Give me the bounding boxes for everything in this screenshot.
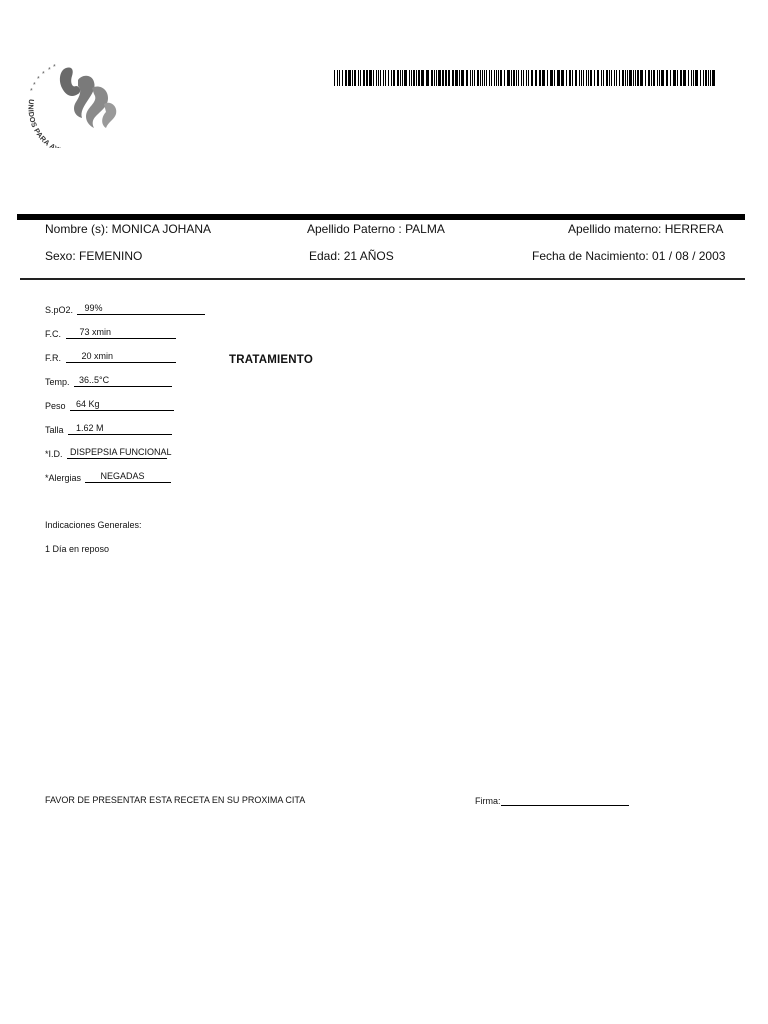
- vital-row-fc: [45, 327, 176, 339]
- barcode-bar: [710, 70, 711, 86]
- barcode-bar: [334, 70, 335, 86]
- header-top-rule: [17, 214, 745, 220]
- barcode-bar: [354, 70, 356, 86]
- barcode: [334, 70, 718, 86]
- barcode-bar: [666, 70, 668, 86]
- barcode-bar: [388, 70, 389, 86]
- barcode-bar: [561, 70, 564, 86]
- barcode-bar: [337, 70, 338, 86]
- vital-value: 64 Kg: [76, 399, 100, 409]
- barcode-bar: [581, 70, 582, 86]
- firma-block: [475, 795, 629, 806]
- barcode-bar: [539, 70, 541, 86]
- barcode-bar: [436, 70, 437, 86]
- barcode-bar: [637, 70, 639, 86]
- barcode-bar: [661, 70, 664, 86]
- vital-label: S.pO2.: [45, 305, 74, 315]
- barcode-bar: [416, 70, 417, 86]
- barcode-bar: [569, 70, 571, 86]
- patient-edad: Edad: 21 AÑOS: [309, 249, 394, 263]
- barcode-bar: [708, 70, 709, 86]
- barcode-bar: [426, 70, 429, 86]
- barcode-bar: [504, 70, 505, 86]
- barcode-bar: [705, 70, 707, 86]
- vital-row-temp: [45, 375, 172, 387]
- barcode-bar: [557, 70, 560, 86]
- barcode-bar: [477, 70, 479, 86]
- barcode-bar: [470, 70, 471, 86]
- barcode-bar: [482, 70, 483, 86]
- indicaciones-item: 1 Día en reposo: [45, 544, 110, 554]
- barcode-bar: [404, 70, 407, 86]
- barcode-bar: [380, 70, 381, 86]
- vital-row-fr: [45, 351, 176, 363]
- vital-label: F.R.: [45, 353, 62, 363]
- barcode-bar: [480, 70, 481, 86]
- vital-label: *Alergias: [45, 473, 82, 483]
- barcode-bar: [550, 70, 553, 86]
- patient-sexo: Sexo: FEMENINO: [45, 249, 143, 263]
- vital-field: [68, 423, 172, 435]
- logo-emblem-icon: [22, 58, 132, 148]
- barcode-bar: [438, 70, 441, 86]
- barcode-bar: [594, 70, 595, 86]
- clinic-logo: [22, 58, 132, 148]
- barcode-bar: [597, 70, 599, 86]
- barcode-bar: [486, 70, 487, 86]
- firma-label: Firma:: [475, 796, 501, 806]
- vital-field: [66, 351, 176, 363]
- barcode-bar: [383, 70, 384, 86]
- barcode-bar: [393, 70, 395, 86]
- barcode-bar: [511, 70, 512, 86]
- barcode-bar: [566, 70, 567, 86]
- barcode-bar: [491, 70, 492, 86]
- barcode-bar: [603, 70, 604, 86]
- vital-row-alergias: [45, 471, 171, 483]
- vital-value: 20 xmin: [81, 351, 114, 361]
- barcode-bar: [590, 70, 592, 86]
- barcode-bar: [695, 70, 698, 86]
- barcode-bar: [366, 70, 368, 86]
- barcode-bar: [448, 70, 450, 86]
- barcode-bar: [622, 70, 624, 86]
- barcode-bar: [455, 70, 458, 86]
- barcode-bar: [363, 70, 365, 86]
- barcode-bar: [693, 70, 694, 86]
- barcode-bar: [445, 70, 447, 86]
- barcode-bar: [677, 70, 678, 86]
- barcode-bar: [489, 70, 490, 86]
- barcode-bar: [531, 70, 533, 86]
- svg-text:*: *: [33, 82, 36, 89]
- barcode-bar: [474, 70, 475, 86]
- patient-apellido-paterno: Apellido Paterno : PALMA: [307, 222, 445, 236]
- barcode-bar: [376, 70, 377, 86]
- barcode-bar: [413, 70, 415, 86]
- barcode-bar: [683, 70, 686, 86]
- barcode-bar: [369, 70, 372, 86]
- firma-signature-line: [501, 795, 629, 806]
- barcode-bar: [378, 70, 379, 86]
- vital-label: Peso: [45, 401, 66, 411]
- barcode-bar: [402, 70, 403, 86]
- barcode-bar: [521, 70, 522, 86]
- barcode-bar: [500, 70, 502, 86]
- barcode-bar: [633, 70, 634, 86]
- barcode-bar: [619, 70, 620, 86]
- indicaciones-title: Indicaciones Generales:: [45, 520, 142, 530]
- svg-text:*: *: [53, 64, 56, 71]
- vital-field: [74, 375, 172, 387]
- barcode-bar: [373, 70, 374, 86]
- barcode-bar: [648, 70, 650, 86]
- barcode-bar: [579, 70, 580, 86]
- barcode-bar: [611, 70, 612, 86]
- vital-value: NEGADAS: [100, 471, 145, 481]
- vital-label: F.C.: [45, 329, 62, 339]
- svg-text:*: *: [48, 67, 51, 74]
- barcode-bar: [680, 70, 682, 86]
- barcode-bar: [518, 70, 519, 86]
- barcode-bar: [516, 70, 517, 86]
- footer-note: FAVOR DE PRESENTAR ESTA RECETA EN SU PROXIMA CITA: [45, 795, 306, 805]
- barcode-bar: [712, 70, 715, 86]
- vital-field: [77, 303, 205, 315]
- svg-text:*: *: [37, 76, 40, 83]
- barcode-bar: [627, 70, 628, 86]
- barcode-bar: [575, 70, 577, 86]
- barcode-bar: [434, 70, 435, 86]
- vital-field: [85, 471, 171, 483]
- barcode-bar: [688, 70, 689, 86]
- barcode-bar: [385, 70, 386, 86]
- svg-text:*: *: [42, 71, 45, 78]
- vital-row-talla: [45, 423, 172, 435]
- barcode-bar: [397, 70, 399, 86]
- barcode-bar: [484, 70, 485, 86]
- barcode-bar: [459, 70, 460, 86]
- barcode-bar: [360, 70, 361, 86]
- tratamiento-heading: TRATAMIENTO: [229, 354, 313, 366]
- barcode-bar: [431, 70, 433, 86]
- barcode-bar: [513, 70, 515, 86]
- vital-row-peso: [45, 399, 174, 411]
- vital-label: Temp.: [45, 377, 70, 387]
- header-bottom-rule: [20, 278, 745, 280]
- barcode-bar: [583, 70, 584, 86]
- barcode-bar: [421, 70, 424, 86]
- barcode-bar: [461, 70, 464, 86]
- barcode-bar: [640, 70, 643, 86]
- barcode-bar: [496, 70, 497, 86]
- barcode-bar: [588, 70, 589, 86]
- barcode-bar: [466, 70, 468, 86]
- vital-value: 36..5°C: [79, 375, 110, 385]
- barcode-bar: [614, 70, 615, 86]
- barcode-bar: [629, 70, 632, 86]
- barcode-bar: [673, 70, 676, 86]
- vital-value: DISPEPSIA FUNCIONAL: [70, 447, 172, 457]
- barcode-bar: [472, 70, 473, 86]
- barcode-bar: [586, 70, 587, 86]
- barcode-bar: [670, 70, 671, 86]
- barcode-bar: [554, 70, 555, 86]
- vital-row-spo2: [45, 303, 205, 315]
- patient-apellido-materno: Apellido materno: HERRERA: [568, 222, 724, 236]
- barcode-bar: [452, 70, 454, 86]
- barcode-bar: [523, 70, 524, 86]
- vital-label: *I.D.: [45, 449, 63, 459]
- barcode-bar: [703, 70, 704, 86]
- barcode-bar: [498, 70, 499, 86]
- barcode-bar: [601, 70, 602, 86]
- barcode-bar: [528, 70, 529, 86]
- barcode-bar: [645, 70, 646, 86]
- barcode-bar: [547, 70, 548, 86]
- barcode-bar: [494, 70, 495, 86]
- patient-nombre: Nombre (s): MONICA JOHANA: [45, 222, 212, 236]
- barcode-bar: [339, 70, 340, 86]
- barcode-bar: [659, 70, 660, 86]
- barcode-bar: [352, 70, 353, 86]
- barcode-bar: [526, 70, 527, 86]
- vital-field: [67, 447, 172, 459]
- svg-text:*: *: [30, 88, 33, 95]
- barcode-bar: [442, 70, 444, 86]
- barcode-bar: [348, 70, 351, 86]
- barcode-bar: [409, 70, 410, 86]
- barcode-bar: [635, 70, 636, 86]
- vital-value: 73 xmin: [79, 327, 112, 337]
- barcode-bar: [411, 70, 412, 86]
- vital-row-id: [45, 447, 172, 459]
- barcode-bar: [345, 70, 347, 86]
- barcode-bar: [342, 70, 343, 86]
- barcode-bar: [507, 70, 510, 86]
- barcode-bar: [609, 70, 610, 86]
- vital-field: [66, 327, 176, 339]
- barcode-bar: [691, 70, 692, 86]
- barcode-bar: [400, 70, 401, 86]
- barcode-bar: [625, 70, 626, 86]
- patient-fecha-nacimiento: Fecha de Nacimiento: 01 / 08 / 2003: [532, 249, 726, 263]
- barcode-bar: [418, 70, 420, 86]
- barcode-bar: [542, 70, 545, 86]
- barcode-bar: [651, 70, 652, 86]
- vital-field: [70, 399, 174, 411]
- barcode-bar: [606, 70, 608, 86]
- barcode-bar: [657, 70, 658, 86]
- barcode-bar: [391, 70, 392, 86]
- barcode-bar: [572, 70, 573, 86]
- barcode-bar: [358, 70, 359, 86]
- barcode-bar: [653, 70, 655, 86]
- vital-value: 99%: [84, 303, 103, 313]
- barcode-bar: [700, 70, 701, 86]
- vital-label: Talla: [45, 425, 64, 435]
- barcode-bar: [616, 70, 617, 86]
- svg-text:UNIDOS PARA AYUDAR: UNIDOS PARA A: [26, 98, 57, 148]
- vital-value: 1.62 M: [76, 423, 104, 433]
- barcode-bar: [535, 70, 537, 86]
